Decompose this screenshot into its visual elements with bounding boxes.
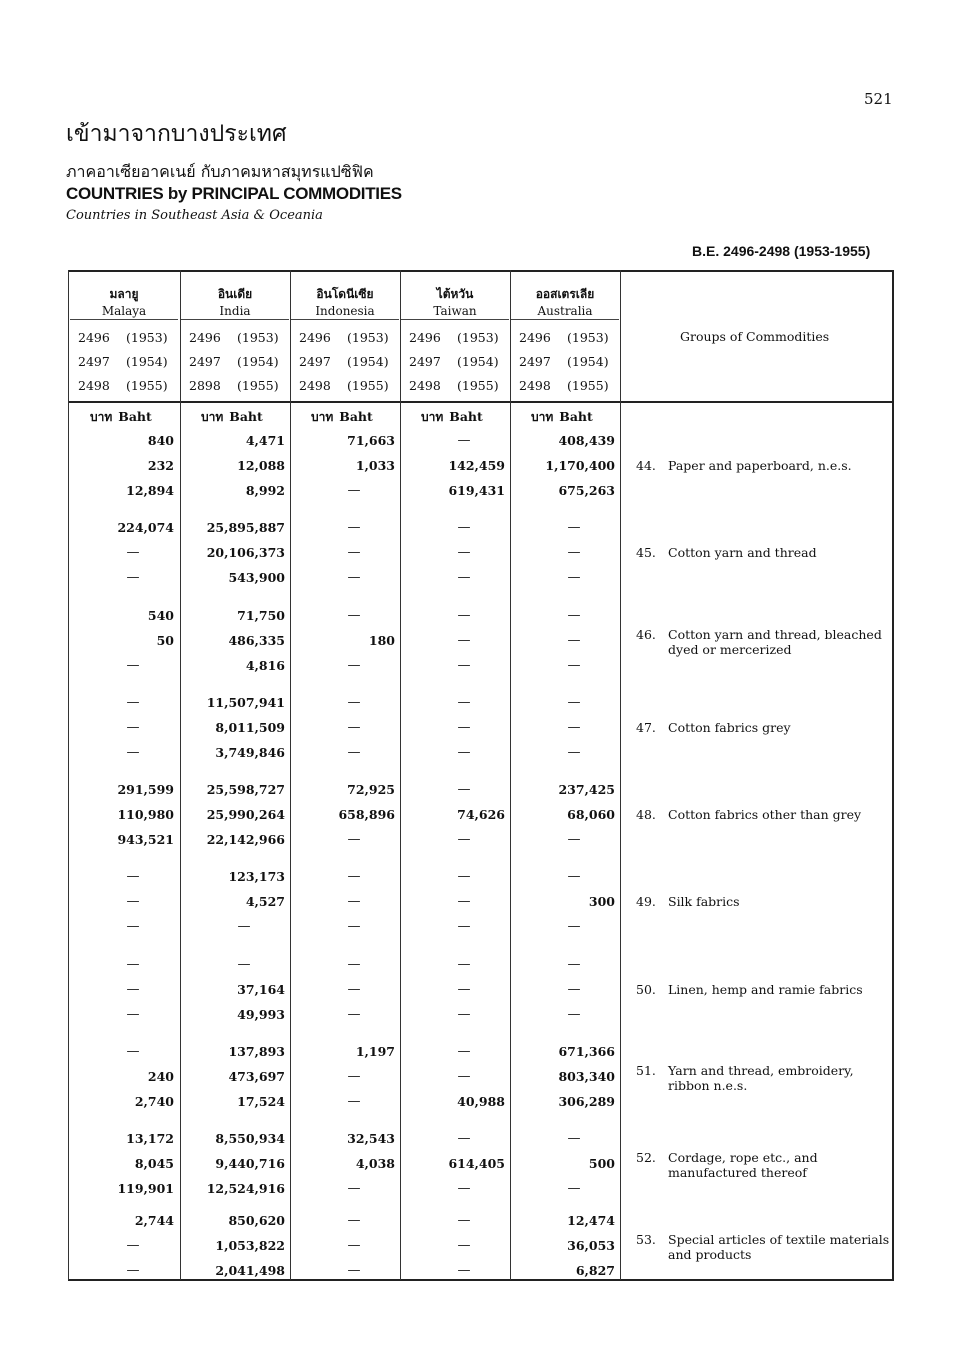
column-header-english: Taiwan bbox=[401, 304, 509, 320]
table-cell-dash: — bbox=[126, 570, 140, 585]
year-label bbox=[299, 378, 395, 393]
table-cell-dash: — bbox=[457, 1213, 471, 1228]
table-cell: 671,366 bbox=[558, 1044, 615, 1059]
table-cell: 123,173 bbox=[228, 869, 285, 884]
commodity-group-label bbox=[636, 807, 892, 822]
column-header-thai: ไต้หวัน bbox=[436, 287, 474, 301]
year-be: 2496 bbox=[519, 330, 551, 345]
table-cell: 1,197 bbox=[355, 1044, 395, 1059]
column-header-english: Malaya bbox=[70, 304, 178, 320]
table-cell: 32,543 bbox=[347, 1131, 395, 1146]
table-cell-dash: — bbox=[457, 1007, 471, 1022]
table-cell-dash: — bbox=[347, 894, 361, 909]
table-cell-dash: — bbox=[126, 982, 140, 997]
currency-english: Baht bbox=[449, 409, 483, 424]
table-cell: 408,439 bbox=[558, 433, 615, 448]
table-cell-dash: — bbox=[567, 1131, 581, 1146]
table-cell: 473,697 bbox=[228, 1069, 285, 1084]
table-cell: 12,524,916 bbox=[206, 1181, 285, 1196]
commodity-name: Cotton fabrics other than grey bbox=[668, 807, 862, 822]
table-cell: 12,894 bbox=[126, 483, 174, 498]
commodity-name: Silk fabrics bbox=[668, 894, 740, 909]
table-cell-dash: — bbox=[567, 720, 581, 735]
table-cell-dash: — bbox=[347, 695, 361, 710]
table-cell-dash: — bbox=[457, 570, 471, 585]
year-be: 2496 bbox=[189, 330, 221, 345]
commodity-name: Special articles of textile materials and products bbox=[668, 1232, 890, 1262]
page-title: COUNTRIES by PRINCIPAL COMMODITIES bbox=[66, 184, 402, 203]
table-cell: 22,142,966 bbox=[206, 832, 285, 847]
table-cell: 1,053,822 bbox=[215, 1238, 285, 1253]
commodity-group-label bbox=[636, 458, 892, 473]
table-cell-dash: — bbox=[347, 570, 361, 585]
year-ce: (1955) bbox=[347, 378, 389, 393]
year-label bbox=[189, 378, 285, 393]
table-cell: 675,263 bbox=[558, 483, 615, 498]
page-number: 521 bbox=[864, 90, 893, 108]
table-cell-dash: — bbox=[457, 894, 471, 909]
table-cell-dash: — bbox=[567, 869, 581, 884]
year-ce: (1954) bbox=[126, 354, 168, 369]
year-be: 2898 bbox=[189, 378, 221, 393]
column-header-thai: อินเดีย bbox=[217, 287, 253, 301]
currency-thai: บาท bbox=[421, 410, 444, 424]
year-be: 2498 bbox=[409, 378, 441, 393]
year-label bbox=[189, 330, 285, 345]
table-cell-dash: — bbox=[457, 1131, 471, 1146]
table-cell: 49,993 bbox=[237, 1007, 285, 1022]
table-cell: 25,895,887 bbox=[206, 520, 285, 535]
table-cell: 4,527 bbox=[245, 894, 285, 909]
table-cell-dash: — bbox=[457, 433, 471, 448]
year-be: 2497 bbox=[189, 354, 221, 369]
table-cell: 40,988 bbox=[457, 1094, 505, 1109]
table-cell: 6,827 bbox=[575, 1263, 615, 1278]
table-cell: 8,045 bbox=[134, 1156, 174, 1171]
table-cell: 4,038 bbox=[355, 1156, 395, 1171]
table-cell-dash: — bbox=[347, 520, 361, 535]
commodity-name: Cotton yarn and thread, bleached dyed or mercerized bbox=[668, 627, 882, 657]
year-label bbox=[519, 354, 615, 369]
table-cell-dash: — bbox=[126, 1044, 140, 1059]
table-cell-dash: — bbox=[126, 869, 140, 884]
table-cell-dash: — bbox=[567, 520, 581, 535]
currency-thai: บาท bbox=[311, 410, 334, 424]
year-label bbox=[409, 378, 505, 393]
table-cell: 500 bbox=[588, 1156, 615, 1171]
column-header bbox=[181, 285, 289, 320]
table-cell-dash: — bbox=[457, 832, 471, 847]
currency-thai: บาท bbox=[201, 410, 224, 424]
table-cell: 8,992 bbox=[245, 483, 285, 498]
table-cell: 543,900 bbox=[228, 570, 285, 585]
table-cell: 12,474 bbox=[567, 1213, 615, 1228]
commodity-group-label bbox=[636, 627, 892, 657]
table-cell-dash: — bbox=[567, 545, 581, 560]
currency-label bbox=[421, 408, 483, 427]
table-cell: 25,990,264 bbox=[206, 807, 285, 822]
table-cell-dash: — bbox=[347, 832, 361, 847]
table-cell: 619,431 bbox=[448, 483, 505, 498]
column-divider bbox=[510, 270, 511, 1280]
commodity-number: 45. bbox=[636, 545, 656, 560]
table-cell-dash: — bbox=[567, 1181, 581, 1196]
year-ce: (1953) bbox=[126, 330, 168, 345]
table-cell: 2,740 bbox=[134, 1094, 174, 1109]
table-cell-dash: — bbox=[457, 982, 471, 997]
table-cell-dash: — bbox=[347, 1181, 361, 1196]
table-cell-dash: — bbox=[126, 894, 140, 909]
table-cell: 803,340 bbox=[558, 1069, 615, 1084]
table-cell-dash: — bbox=[567, 695, 581, 710]
table-cell-dash: — bbox=[347, 1069, 361, 1084]
table-cell: 71,750 bbox=[237, 608, 285, 623]
column-header bbox=[291, 285, 399, 320]
year-label bbox=[78, 330, 174, 345]
currency-english: Baht bbox=[229, 409, 263, 424]
table-cell-dash: — bbox=[347, 1238, 361, 1253]
table-cell-dash: — bbox=[457, 957, 471, 972]
table-cell-dash: — bbox=[457, 1069, 471, 1084]
table-cell: 71,663 bbox=[347, 433, 395, 448]
year-be: 2497 bbox=[519, 354, 551, 369]
year-be: 2497 bbox=[78, 354, 110, 369]
year-label bbox=[519, 378, 615, 393]
year-ce: (1953) bbox=[457, 330, 499, 345]
column-header-english: Indonesia bbox=[291, 304, 399, 320]
groups-header: Groups of Commodities bbox=[680, 329, 830, 344]
year-ce: (1953) bbox=[567, 330, 609, 345]
column-header-thai: มลายู bbox=[109, 287, 139, 301]
table-cell: 142,459 bbox=[448, 458, 505, 473]
table-cell-dash: — bbox=[347, 1263, 361, 1278]
column-divider bbox=[290, 270, 291, 1280]
table-cell: 486,335 bbox=[228, 633, 285, 648]
currency-english: Baht bbox=[339, 409, 373, 424]
year-ce: (1955) bbox=[237, 378, 279, 393]
table-cell: 2,041,498 bbox=[215, 1263, 285, 1278]
year-be: 2498 bbox=[299, 378, 331, 393]
table-cell: 232 bbox=[147, 458, 174, 473]
table-cell-dash: — bbox=[457, 919, 471, 934]
commodity-number: 48. bbox=[636, 807, 656, 822]
table-bottom-rule bbox=[68, 1279, 894, 1281]
page-subtitle: Countries in Southeast Asia & Oceania bbox=[66, 208, 323, 223]
table-cell: 540 bbox=[147, 608, 174, 623]
table-cell-dash: — bbox=[457, 520, 471, 535]
year-be: 2498 bbox=[78, 378, 110, 393]
commodity-number: 44. bbox=[636, 458, 656, 473]
table-cell-dash: — bbox=[126, 1238, 140, 1253]
table-cell-dash: — bbox=[126, 658, 140, 673]
table-cell-dash: — bbox=[457, 782, 471, 797]
table-cell-dash: — bbox=[126, 919, 140, 934]
commodity-group-label bbox=[636, 1232, 892, 1262]
year-ce: (1955) bbox=[567, 378, 609, 393]
table-cell-dash: — bbox=[347, 1213, 361, 1228]
page-title-thai: เข้ามาจากบางประเทศ bbox=[66, 121, 287, 147]
column-divider bbox=[400, 270, 401, 1280]
table-cell: 300 bbox=[588, 894, 615, 909]
table-cell-dash: — bbox=[567, 745, 581, 760]
year-label bbox=[189, 354, 285, 369]
table-cell-dash: — bbox=[126, 1263, 140, 1278]
table-cell-dash: — bbox=[347, 1007, 361, 1022]
table-cell-dash: — bbox=[347, 869, 361, 884]
table-cell-dash: — bbox=[347, 982, 361, 997]
table-cell-dash: — bbox=[567, 1007, 581, 1022]
commodity-group-label bbox=[636, 982, 892, 997]
column-divider bbox=[620, 270, 621, 1280]
currency-label bbox=[531, 408, 593, 427]
currency-english: Baht bbox=[559, 409, 593, 424]
year-ce: (1954) bbox=[347, 354, 389, 369]
commodity-number: 50. bbox=[636, 982, 656, 997]
commodity-name: Paper and paperboard, n.e.s. bbox=[668, 458, 852, 473]
table-cell-dash: — bbox=[126, 720, 140, 735]
column-header-thai: ออสเตรเลีย bbox=[535, 287, 595, 301]
table-cell-dash: — bbox=[457, 608, 471, 623]
table-cell-dash: — bbox=[457, 633, 471, 648]
table-cell: 180 bbox=[368, 633, 395, 648]
commodity-group-label bbox=[636, 1063, 892, 1093]
table-header-rule bbox=[68, 401, 894, 403]
year-ce: (1953) bbox=[347, 330, 389, 345]
table-cell-dash: — bbox=[457, 1238, 471, 1253]
table-cell-dash: — bbox=[347, 720, 361, 735]
year-ce: (1954) bbox=[457, 354, 499, 369]
table-cell-dash: — bbox=[347, 919, 361, 934]
table-cell-dash: — bbox=[567, 658, 581, 673]
table-cell: 658,896 bbox=[338, 807, 395, 822]
table-cell-dash: — bbox=[237, 919, 251, 934]
table-cell-dash: — bbox=[347, 1094, 361, 1109]
year-be: 2496 bbox=[78, 330, 110, 345]
table-cell: 74,626 bbox=[457, 807, 505, 822]
column-divider bbox=[180, 270, 181, 1280]
table-cell-dash: — bbox=[126, 745, 140, 760]
year-ce: (1955) bbox=[457, 378, 499, 393]
table-cell-dash: — bbox=[126, 957, 140, 972]
table-top-rule bbox=[68, 270, 894, 272]
commodity-number: 49. bbox=[636, 894, 656, 909]
table-cell: 240 bbox=[147, 1069, 174, 1084]
commodity-group-label bbox=[636, 545, 892, 560]
year-label bbox=[299, 354, 395, 369]
table-cell-dash: — bbox=[347, 957, 361, 972]
column-header bbox=[70, 285, 178, 320]
table-cell: 614,405 bbox=[448, 1156, 505, 1171]
table-cell-dash: — bbox=[457, 1181, 471, 1196]
table-cell: 137,893 bbox=[228, 1044, 285, 1059]
table-cell: 17,524 bbox=[237, 1094, 285, 1109]
table-cell: 68,060 bbox=[567, 807, 615, 822]
table-cell-dash: — bbox=[457, 1044, 471, 1059]
commodity-name: Cotton yarn and thread bbox=[668, 545, 817, 560]
currency-label bbox=[90, 408, 152, 427]
table-cell: 50 bbox=[156, 633, 174, 648]
page-subtitle-thai: ภาคอาเซียอาคเนย์ กับภาคมหาสมุทรแปซิฟิค bbox=[66, 162, 374, 181]
table-cell: 1,170,400 bbox=[545, 458, 615, 473]
table-cell-dash: — bbox=[347, 745, 361, 760]
table-cell-dash: — bbox=[347, 608, 361, 623]
commodity-number: 53. bbox=[636, 1232, 656, 1247]
table-cell: 224,074 bbox=[117, 520, 174, 535]
column-divider bbox=[68, 270, 69, 1280]
year-ce: (1954) bbox=[567, 354, 609, 369]
table-cell-dash: — bbox=[567, 832, 581, 847]
table-cell: 2,744 bbox=[134, 1213, 174, 1228]
table-cell-dash: — bbox=[567, 957, 581, 972]
year-label bbox=[78, 378, 174, 393]
table-cell: 13,172 bbox=[126, 1131, 174, 1146]
table-cell: 4,471 bbox=[245, 433, 285, 448]
table-cell: 12,088 bbox=[237, 458, 285, 473]
table-cell-dash: — bbox=[567, 919, 581, 934]
year-be: 2498 bbox=[519, 378, 551, 393]
year-ce: (1953) bbox=[237, 330, 279, 345]
table-cell: 20,106,373 bbox=[206, 545, 285, 560]
commodity-name: Cotton fabrics grey bbox=[668, 720, 791, 735]
table-cell-dash: — bbox=[237, 957, 251, 972]
table-cell: 25,598,727 bbox=[206, 782, 285, 797]
commodity-name: Cordage, rope etc., and manufactured thereof bbox=[668, 1150, 818, 1180]
year-label bbox=[78, 354, 174, 369]
table-cell: 36,053 bbox=[567, 1238, 615, 1253]
table-cell: 840 bbox=[147, 433, 174, 448]
commodity-group-label bbox=[636, 1150, 892, 1180]
table-cell: 237,425 bbox=[558, 782, 615, 797]
table-cell: 8,550,934 bbox=[215, 1131, 285, 1146]
commodity-group-label bbox=[636, 894, 892, 909]
currency-label bbox=[201, 408, 263, 427]
table-cell: 119,901 bbox=[117, 1181, 174, 1196]
year-be: 2496 bbox=[299, 330, 331, 345]
commodity-number: 46. bbox=[636, 627, 656, 642]
column-header bbox=[401, 285, 509, 320]
table-cell-dash: — bbox=[567, 982, 581, 997]
year-label bbox=[299, 330, 395, 345]
year-be: 2497 bbox=[409, 354, 441, 369]
commodity-group-label bbox=[636, 720, 892, 735]
column-header-english: India bbox=[181, 304, 289, 320]
currency-thai: บาท bbox=[531, 410, 554, 424]
commodity-name: Linen, hemp and ramie fabrics bbox=[668, 982, 863, 997]
table-cell-dash: — bbox=[457, 695, 471, 710]
year-range: B.E. 2496-2498 (1953-1955) bbox=[692, 243, 871, 259]
table-cell-dash: — bbox=[457, 720, 471, 735]
year-ce: (1954) bbox=[237, 354, 279, 369]
table-cell-dash: — bbox=[347, 545, 361, 560]
table-cell-dash: — bbox=[126, 1007, 140, 1022]
table-cell-dash: — bbox=[567, 633, 581, 648]
year-label bbox=[519, 330, 615, 345]
table-cell-dash: — bbox=[347, 658, 361, 673]
table-cell-dash: — bbox=[457, 545, 471, 560]
table-cell: 3,749,846 bbox=[215, 745, 285, 760]
table-cell: 11,507,941 bbox=[206, 695, 285, 710]
table-cell-dash: — bbox=[347, 483, 361, 498]
table-cell: 943,521 bbox=[117, 832, 174, 847]
year-be: 2496 bbox=[409, 330, 441, 345]
year-ce: (1955) bbox=[126, 378, 168, 393]
table-right-rule bbox=[892, 270, 894, 1281]
commodity-number: 52. bbox=[636, 1150, 656, 1165]
table-cell: 1,033 bbox=[355, 458, 395, 473]
currency-thai: บาท bbox=[90, 410, 113, 424]
table-cell: 291,599 bbox=[117, 782, 174, 797]
column-header bbox=[511, 285, 619, 320]
table-cell: 72,925 bbox=[347, 782, 395, 797]
commodity-number: 47. bbox=[636, 720, 656, 735]
commodity-number: 51. bbox=[636, 1063, 656, 1078]
table-cell-dash: — bbox=[457, 869, 471, 884]
table-cell: 8,011,509 bbox=[215, 720, 285, 735]
table-cell-dash: — bbox=[126, 545, 140, 560]
table-cell: 306,289 bbox=[558, 1094, 615, 1109]
currency-label bbox=[311, 408, 373, 427]
table-cell: 110,980 bbox=[117, 807, 174, 822]
column-header-english: Australia bbox=[511, 304, 619, 320]
table-cell: 4,816 bbox=[245, 658, 285, 673]
year-label bbox=[409, 330, 505, 345]
table-cell: 9,440,716 bbox=[215, 1156, 285, 1171]
table-cell: 850,620 bbox=[228, 1213, 285, 1228]
table-cell-dash: — bbox=[457, 658, 471, 673]
year-label bbox=[409, 354, 505, 369]
year-be: 2497 bbox=[299, 354, 331, 369]
commodity-name: Yarn and thread, embroidery, ribbon n.e.s. bbox=[668, 1063, 854, 1093]
column-header-thai: อินโดนีเซีย bbox=[316, 287, 374, 301]
table-cell: 37,164 bbox=[237, 982, 285, 997]
table-cell-dash: — bbox=[126, 695, 140, 710]
table-cell-dash: — bbox=[457, 745, 471, 760]
table-cell-dash: — bbox=[567, 570, 581, 585]
table-cell-dash: — bbox=[567, 608, 581, 623]
currency-english: Baht bbox=[118, 409, 152, 424]
table-cell-dash: — bbox=[457, 1263, 471, 1278]
